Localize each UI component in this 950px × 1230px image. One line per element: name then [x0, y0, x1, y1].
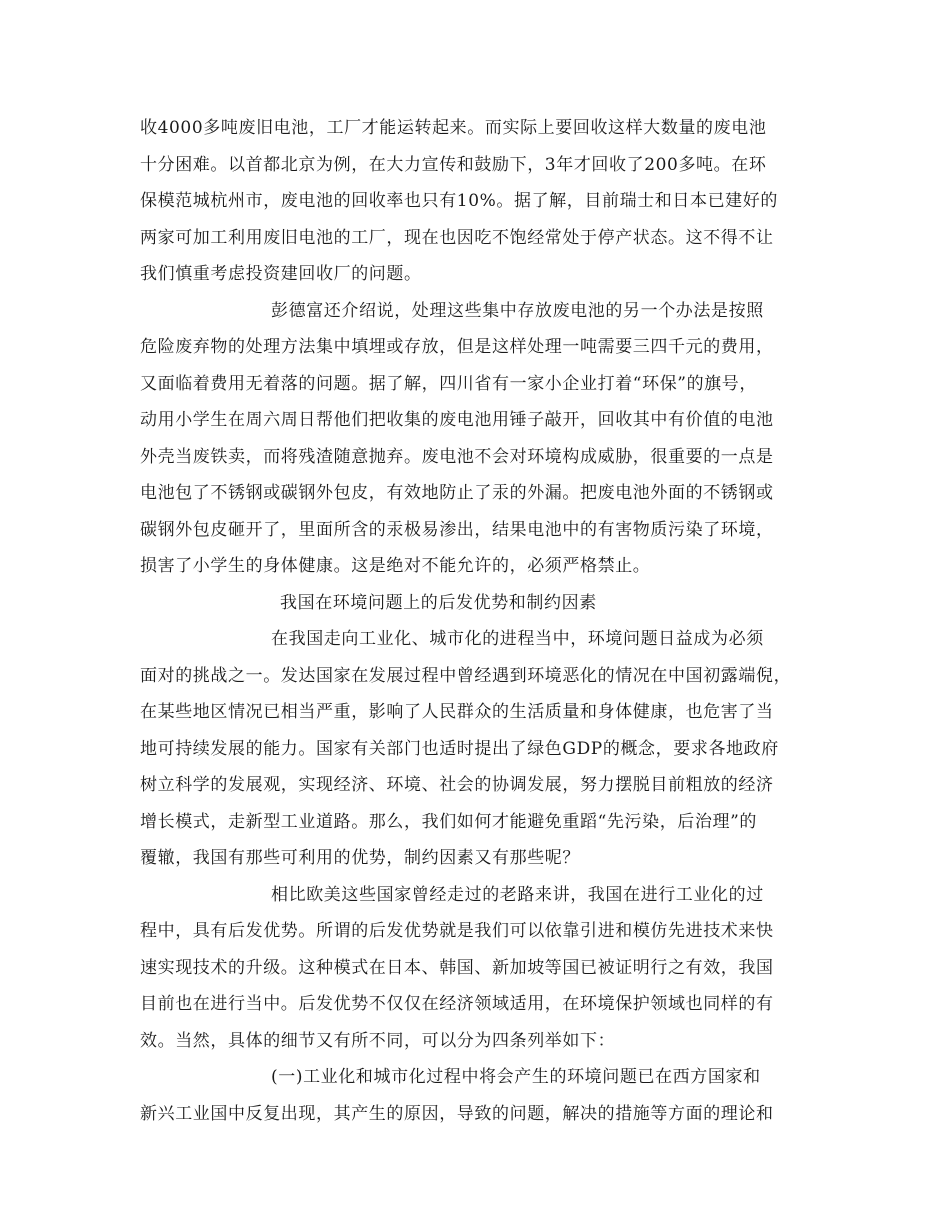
section-heading: 我国在环境问题上的后发优势和制约因素 — [280, 592, 597, 613]
text-line: 碳钢外包皮砸开了，里面所含的汞极易渗出，结果电池中的有害物质污染了环境， — [140, 519, 774, 540]
text-line: 面对的挑战之一。发达国家在发展过程中曾经遇到环境恶化的情况在中国初露端倪， — [140, 665, 792, 686]
text-line: 两家可加工利用废旧电池的工厂，现在也因吃不饱经常处于停产状态。这不得不让 — [140, 227, 774, 248]
text-line: 十分困难。以首都北京为例，在大力宣传和鼓励下，3年才回收了200多吨。在环 — [140, 154, 767, 175]
text-line: 程中，具有后发优势。所谓的后发优势就是我们可以依靠引进和模仿先进技术来快 — [140, 921, 774, 941]
text-line: 相比欧美这些国家曾经走过的老路来讲，我国在进行工业化的过 — [271, 884, 764, 905]
text-line: 动用小学生在周六周日帮他们把收集的废电池用锤子敲开，回收其中有价值的电池 — [140, 410, 774, 430]
text-line: 目前也在进行当中。后发优势不仅仅在经济领域适用，在环境保护领域也同样的有 — [140, 994, 774, 1014]
text-line: (一)工业化和城市化过程中将会产生的环境问题已在西方国家和 — [271, 1067, 761, 1087]
text-line: 我们慎重考虑投资建回收厂的问题。 — [140, 264, 422, 284]
document-body — [140, 110, 820, 1132]
text-line: 电池包了不锈钢或碳钢外包皮，有效地防止了汞的外漏。把废电池外面的不锈钢或 — [140, 483, 774, 503]
text-line: 保模范城杭州市，废电池的回收率也只有10%。据了解，目前瑞士和日本已建好的 — [140, 191, 778, 211]
text-line: 增长模式，走新型工业道路。那么，我们如何才能避免重蹈“先污染，后治理”的 — [140, 811, 757, 832]
text-line: 又面临着费用无着落的问题。据了解，四川省有一家小企业打着“环保”的旗号， — [140, 373, 757, 394]
text-line: 在我国走向工业化、城市化的进程当中，环境问题日益成为必须 — [271, 629, 764, 649]
text-line: 地可持续发展的能力。国家有关部门也适时提出了绿色GDP的概念，要求各地政府 — [140, 738, 779, 759]
text-line: 在某些地区情况已相当严重，影响了人民群众的生活质量和身体健康，也危害了当 — [140, 702, 774, 722]
text-line: 危险废弃物的处理方法集中填埋或存放，但是这样处理一吨需要三四千元的费用， — [140, 337, 774, 357]
text-line: 损害了小学生的身体健康。这是绝对不能允许的，必须严格禁止。 — [140, 556, 651, 576]
text-line: 外壳当废铁卖，而将残渣随意抛弃。废电池不会对环境构成威胁，很重要的一点是 — [140, 446, 774, 467]
text-line: 树立科学的发展观，实现经济、环境、社会的协调发展，努力摆脱目前粗放的经济 — [140, 775, 774, 795]
text-line: 新兴工业国中反复出现，其产生的原因，导致的问题，解决的措施等方面的理论和 — [140, 1103, 774, 1124]
text-line: 效。当然，具体的细节又有所不同，可以分为四条列举如下： — [140, 1030, 616, 1051]
text-line: 彭德富还介绍说，处理这些集中存放废电池的另一个办法是按照 — [271, 300, 764, 321]
text-line: 覆辙，我国有那些可利用的优势，制约因素又有那些呢？ — [140, 848, 580, 868]
text-line: 速实现技术的升级。这种模式在日本、韩国、新加坡等国已被证明行之有效，我国 — [140, 957, 774, 978]
text-line: 收4000多吨废旧电池，工厂才能运转起来。而实际上要回收这样大数量的废电池 — [140, 118, 767, 138]
